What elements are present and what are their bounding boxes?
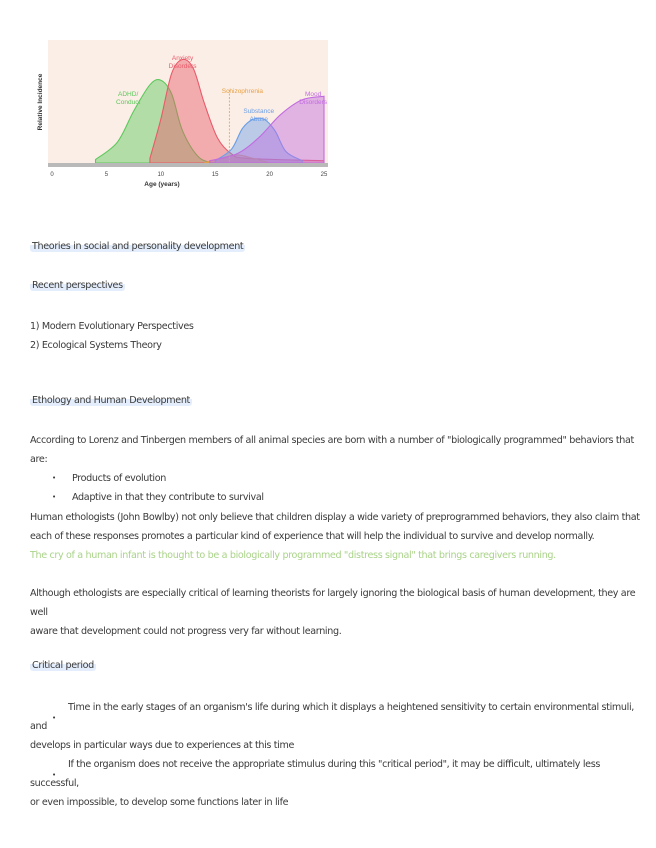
- legend-label-mood-disorders: Mood Disorders: [299, 91, 328, 106]
- incidence-chart: [30, 38, 330, 193]
- x-axis-bar: [48, 163, 328, 167]
- legend-label-substance-abuse: Substance Abuse: [243, 108, 275, 123]
- y-axis-label: Relative Incidence: [37, 73, 44, 131]
- x-tick-label: 15: [211, 172, 219, 178]
- perspective-item: 1) Modern Evolutionary Perspectives: [30, 321, 194, 332]
- bowlby-paragraph: [30, 508, 640, 565]
- critical-bullet-text: Time in the early stages of an organism's life during which it displays a heightened sensitivity to certain environmental stimuli, and: [30, 702, 634, 732]
- critical-bullet-1: [30, 698, 640, 736]
- legend-label-adhd-conduct: ADHD/ Conduct: [116, 91, 141, 106]
- critical-bullet-2-cont: or even impossible, to develop some functions later in life: [30, 797, 289, 808]
- heading-ethology: Ethology and Human Development: [32, 395, 190, 406]
- x-tick-label: 25: [320, 172, 328, 178]
- learning-line: aware that development could not progress very far without learning.: [30, 626, 342, 637]
- lorenz-intro: According to Lorenz and Tinbergen members of all animal species are born with a number of "biologically programmed" behaviors that are:: [30, 435, 634, 465]
- lorenz-paragraph: [30, 431, 640, 507]
- x-tick-label: 5: [104, 172, 109, 178]
- heading-critical-period: Critical period: [32, 660, 94, 671]
- perspective-item: 2) Ecological Systems Theory: [30, 340, 162, 351]
- cry-example: The cry of a human infant is thought to be a biologically programmed "distress signal" that brings caregivers running.: [30, 550, 556, 561]
- heading-theories: Theories in social and personality development: [32, 241, 244, 252]
- incidence-chart-svg: [30, 38, 330, 193]
- x-tick-label: 20: [266, 172, 273, 178]
- critical-period-bullets: [30, 698, 640, 812]
- x-tick-label: 0: [50, 172, 54, 178]
- bowlby-line: each of these responses promotes a particular kind of experience that will help the individual to survive and develop normally.: [30, 531, 595, 542]
- perspectives-list: [30, 317, 640, 355]
- x-axis-label: Age (years): [144, 181, 180, 188]
- legend-label-schizophrenia: Schizophrenia: [221, 88, 264, 95]
- heading-recent-perspectives: Recent perspectives: [32, 280, 123, 291]
- learning-paragraph: [30, 584, 640, 641]
- critical-bullet-1-cont: develops in particular ways due to experiences at this time: [30, 740, 295, 751]
- lorenz-bullet: • Products of evolution: [30, 469, 640, 488]
- lorenz-bullet: • Adaptive in that they contribute to survival: [30, 488, 640, 507]
- critical-bullet-2: [30, 755, 640, 793]
- critical-bullet-text: If the organism does not receive the appropriate stimulus during this "critical period", it may be difficult, ultimately less successful,: [30, 759, 600, 789]
- bowlby-line: Human ethologists (John Bowlby) not only believe that children display a wide variety of preprogrammed behaviors, they also claim that: [30, 512, 640, 523]
- x-tick-label: 10: [157, 172, 165, 178]
- legend-label-anxiety-disorders: Anxiety Disorders: [168, 55, 197, 70]
- learning-line: Although ethologists are especially critical of learning theorists for largely ignoring the biological basis of human development, they are well: [30, 588, 636, 618]
